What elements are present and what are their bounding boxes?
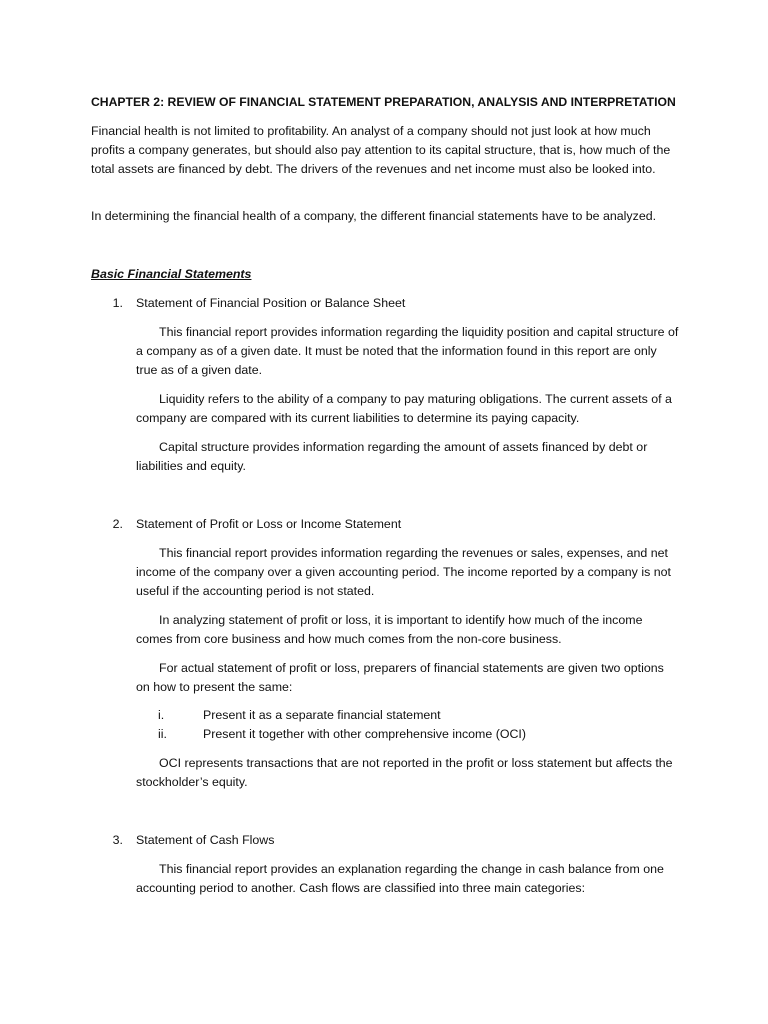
- item-paragraph: For actual statement of profit or loss, preparers of financial statements are given two options on how to present the same:: [136, 661, 664, 694]
- item-paragraph: OCI represents transactions that are not reported in the profit or loss statement but affects the stockholder’s equity.: [136, 756, 673, 789]
- option-numeral: i.: [158, 708, 165, 722]
- section-heading: Basic Financial Statements: [91, 267, 252, 281]
- item-paragraph: Liquidity refers to the ability of a company to pay maturing obligations. The current assets of a company are compared with its current liabilities to determine its paying capacity.: [136, 392, 672, 425]
- list-item-number: 3.: [112, 833, 123, 847]
- list-item-number: 1.: [112, 296, 123, 310]
- option-text: Present it together with other comprehensive income (OCI): [203, 727, 526, 741]
- list-item-heading: Statement of Cash Flows: [136, 833, 275, 847]
- item-paragraph: This financial report provides an explanation regarding the change in cash balance from one accounting period to another. Cash flows are classified into three main categories:: [136, 862, 664, 895]
- item-paragraph: In analyzing statement of profit or loss, it is important to identify how much of the income comes from core business and how much comes from the non-core business.: [136, 613, 643, 646]
- option-text: Present it as a separate financial statement: [203, 708, 441, 722]
- intro-paragraph: In determining the financial health of a company, the different financial statements have to be analyzed.: [91, 209, 657, 223]
- item-paragraph: This financial report provides information regarding the revenues or sales, expenses, and net income of the company over a given accounting period. The income reported by a company is not useful if the accounting period is not stated.: [136, 546, 671, 598]
- option-numeral: ii.: [158, 727, 167, 741]
- intro-paragraph: Financial health is not limited to profitability. An analyst of a company should not just look at how much profits a company generates, but should also pay attention to its capital structure, that is, how much of the total assets are financed by debt. The drivers of the revenues and net income must also be looked into.: [91, 124, 671, 176]
- chapter-title: CHAPTER 2: REVIEW OF FINANCIAL STATEMENT PREPARATION, ANALYSIS AND INTERPRETATION: [91, 95, 676, 109]
- list-item-number: 2.: [112, 517, 123, 531]
- list-item-heading: Statement of Profit or Loss or Income Statement: [136, 517, 402, 531]
- list-item-heading: Statement of Financial Position or Balance Sheet: [136, 296, 406, 310]
- item-paragraph: Capital structure provides information regarding the amount of assets financed by debt or liabilities and equity.: [136, 440, 648, 473]
- item-paragraph: This financial report provides information regarding the liquidity position and capital structure of a company as of a given date. It must be noted that the information found in this report are only true as of a given date.: [136, 325, 679, 377]
